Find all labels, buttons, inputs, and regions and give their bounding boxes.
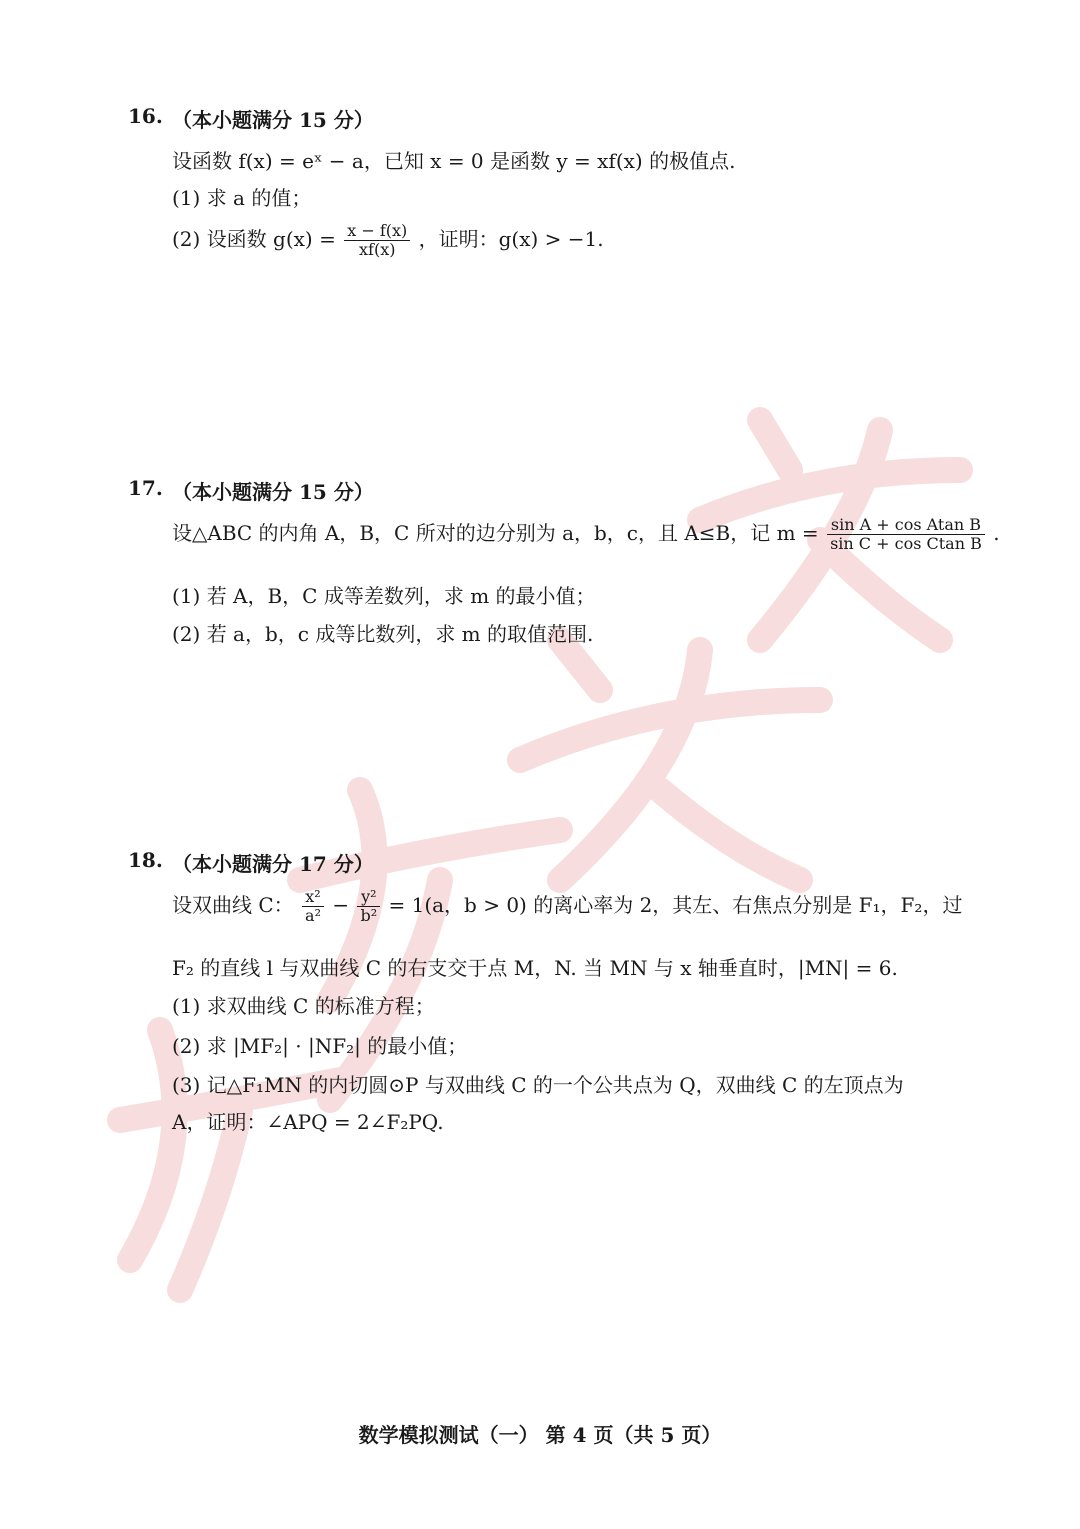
stem-mid: = 1(a，b > 0) 的离心率为 2，其左、右焦点分别是 F₁，F₂，过	[388, 893, 963, 917]
fraction-numerator: y²	[357, 888, 380, 907]
minus-sign: −	[332, 893, 350, 917]
part-2-suffix: ，证明：g(x) > −1.	[418, 227, 604, 251]
page-footer: 数学模拟测试（一） 第 4 页（共 5 页）	[358, 1423, 722, 1447]
stem-prefix: 设△ABC 的内角 A，B，C 所对的边分别为 a，b，c，且 A≤B，记 m =	[172, 521, 819, 545]
problem-number: 18.	[128, 848, 163, 872]
part-3: (3) 记△F₁MN 的内切圆⊙P 与双曲线 C 的一个公共点为 Q，双曲线 C 的左顶点为	[172, 1073, 904, 1097]
part-3-continued: A，证明：∠APQ = 2∠F₂PQ.	[172, 1110, 444, 1134]
stem-prefix: 设双曲线 C：	[172, 893, 294, 917]
problem-stem	[172, 516, 1000, 553]
part-1: (1) 求 a 的值；	[172, 186, 312, 210]
problem-number: 17.	[128, 476, 163, 500]
fraction-denominator: sin C + cos Ctan B	[830, 534, 982, 553]
fraction-numerator: x − f(x)	[344, 222, 410, 241]
fraction	[827, 516, 985, 553]
fraction	[344, 222, 410, 259]
fraction-denominator: b²	[360, 906, 378, 925]
fraction-numerator: sin A + cos Atan B	[827, 516, 985, 535]
stem-suffix: .	[993, 521, 1000, 545]
part-1: (1) 求双曲线 C 的标准方程；	[172, 994, 435, 1018]
problem-header: （本小题满分 17 分）	[172, 852, 374, 876]
part-2	[172, 222, 604, 259]
part-2-prefix: (2) 设函数 g(x) =	[172, 227, 336, 251]
problem-stem	[172, 888, 962, 925]
part-1: (1) 若 A，B，C 成等差数列，求 m 的最小值；	[172, 584, 596, 608]
fraction-numerator: x²	[302, 888, 324, 907]
part-2: (2) 求 |MF₂| · |NF₂| 的最小值；	[172, 1034, 468, 1058]
part-2: (2) 若 a，b，c 成等比数列，求 m 的取值范围.	[172, 622, 594, 646]
fraction-x-squared	[302, 888, 324, 925]
fraction-y-squared	[357, 888, 380, 925]
problem-number: 16.	[128, 104, 163, 128]
problem-header: （本小题满分 15 分）	[172, 480, 374, 504]
fraction-denominator: xf(x)	[359, 240, 396, 259]
fraction-denominator: a²	[305, 906, 321, 925]
stem-line-2: F₂ 的直线 l 与双曲线 C 的右支交于点 M，N. 当 MN 与 x 轴垂直时，|MN| = 6.	[172, 956, 898, 980]
problem-stem: 设函数 f(x) = eˣ − a，已知 x = 0 是函数 y = xf(x) 的极值点.	[172, 149, 736, 173]
problem-header: （本小题满分 15 分）	[172, 108, 374, 132]
